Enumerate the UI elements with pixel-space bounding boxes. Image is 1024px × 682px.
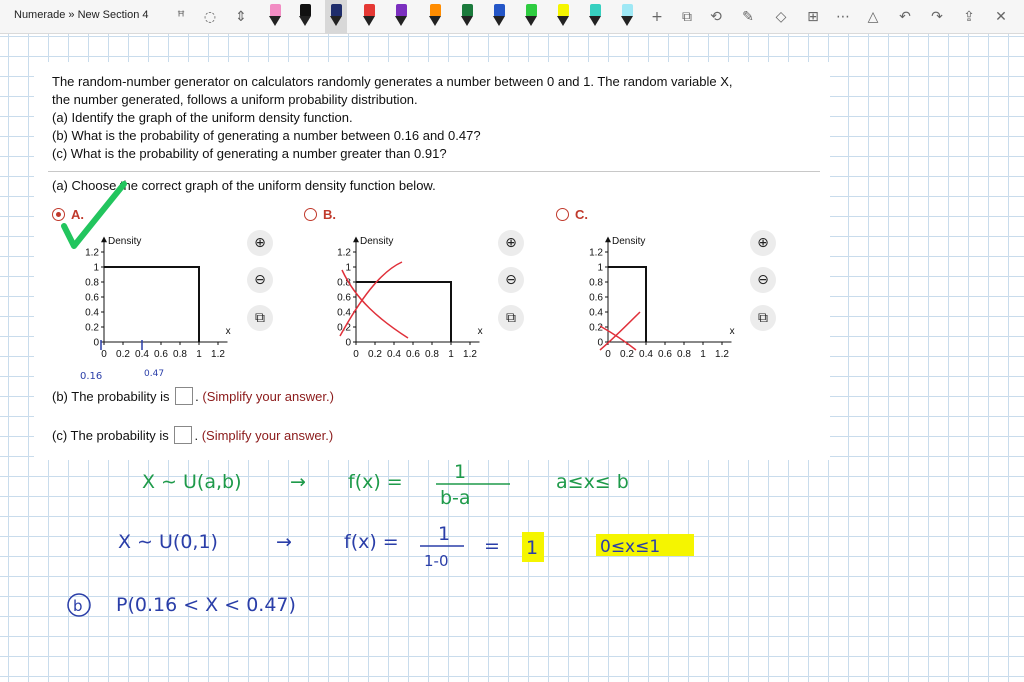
x-tick-label: 1 [700, 349, 706, 360]
undo-icon[interactable]: ↶ [899, 9, 911, 25]
x-tick-label: 0 [101, 349, 107, 360]
breadcrumb[interactable]: Numerade » New Section 4 [14, 9, 149, 21]
lasso-select-icon[interactable]: ◌ [203, 9, 217, 25]
cross-out-c [600, 312, 640, 350]
hw-line1-num: 1 [454, 461, 467, 483]
y-tick-label: 0.8 [85, 277, 99, 289]
zoom-out-icon[interactable]: ⊖ [247, 267, 273, 293]
math-icon[interactable]: ⊞ [807, 9, 819, 25]
hw-line1-den: b-a [440, 487, 471, 509]
redo-icon[interactable]: ↷ [931, 9, 943, 25]
add-pen-icon[interactable]: + [651, 9, 663, 25]
hw-tick-a: 0.16 [80, 371, 103, 382]
y-axis-label: Density [108, 235, 142, 247]
x-tick-label: 0.4 [639, 349, 653, 360]
y-tick-label: 1.2 [337, 247, 351, 259]
y-tick-label: 0.4 [337, 307, 351, 319]
x-tick-label: 0.8 [677, 349, 691, 360]
y-tick-label: 0.6 [589, 292, 603, 304]
zoom-out-icon[interactable]: ⊖ [750, 267, 776, 293]
y-tick-label: 0.6 [337, 292, 351, 304]
part-c-text: (c) The probability is [52, 428, 169, 443]
x-axis-label: x [477, 326, 483, 337]
problem-line: (a) Identify the graph of the uniform density function. [52, 110, 353, 125]
x-tick-label: 0.4 [387, 349, 401, 360]
y-tick-label: 0 [93, 337, 99, 349]
cross-out-b [340, 262, 408, 338]
x-tick-label: 1.2 [211, 349, 225, 360]
hw-arrow1: → [290, 471, 306, 493]
hw-line2-f: f(x) = [344, 531, 399, 553]
zoom-in-icon[interactable]: ⊕ [247, 230, 273, 256]
x-tick-label: 0.2 [116, 349, 130, 360]
add-space-icon[interactable]: ⇕ [235, 9, 247, 25]
bell-icon[interactable]: △ [867, 9, 879, 25]
checkmark-icon [64, 184, 124, 246]
y-tick-label: 0 [597, 337, 603, 349]
popout-icon[interactable]: ⧉ [498, 305, 524, 331]
x-tick-label: 0.6 [154, 349, 168, 360]
y-tick-label: 0.4 [589, 307, 603, 319]
y-tick-label: 0.6 [85, 292, 99, 304]
y-tick-label: 0.2 [337, 322, 351, 334]
hw-tick-b: 0.47 [144, 369, 165, 379]
problem-line: the number generated, follows a uniform probability distribution. [52, 92, 418, 107]
hw-line2-cond: 0≤x≤1 [600, 537, 661, 557]
part-b-period: . [195, 389, 199, 404]
y-tick-label: 0.2 [589, 322, 603, 334]
x-tick-label: 0.4 [135, 349, 149, 360]
y-tick-label: 0.4 [85, 307, 99, 319]
hw-line2-den: 1-0 [424, 552, 449, 570]
hw-line2-eq: = [484, 535, 500, 557]
option-label: C. [575, 207, 588, 222]
y-axis-label: Density [360, 235, 394, 247]
x-tick-label: 1.2 [463, 349, 477, 360]
option-label: B. [323, 207, 336, 222]
x-tick-label: 0.8 [173, 349, 187, 360]
y-tick-label: 1 [93, 262, 99, 274]
x-tick-label: 0 [353, 349, 359, 360]
hw-line1-cond: a≤x≤ b [556, 471, 629, 493]
part-b-hint: (Simplify your answer.) [202, 389, 334, 404]
x-axis-label: x [729, 326, 735, 337]
y-axis-label: Density [612, 235, 646, 247]
problem-line: The random-number generator on calculators randomly generates a number between 0 and 1. The random variable X, [52, 74, 733, 89]
x-tick-label: 0.6 [406, 349, 420, 360]
hw-line2-result: 1 [526, 537, 539, 559]
more-icon[interactable]: ⋯ [836, 9, 850, 25]
zoom-in-icon[interactable]: ⊕ [498, 230, 524, 256]
x-tick-label: 0.8 [425, 349, 439, 360]
hw-arrow2: → [276, 531, 292, 553]
hw-line2-num: 1 [438, 523, 451, 545]
y-tick-label: 0 [345, 337, 351, 349]
shape-icon[interactable]: ⧉ [682, 9, 692, 25]
x-axis-label: x [225, 326, 231, 337]
x-tick-label: 0.6 [658, 349, 672, 360]
x-tick-label: 0 [605, 349, 611, 360]
x-tick-label: 1.2 [715, 349, 729, 360]
collapse-icon[interactable]: ✕ [995, 9, 1007, 25]
y-tick-label: 1 [345, 262, 351, 274]
part-c-period: . [194, 428, 199, 443]
problem-line: (c) What is the probability of generating a number greater than 0.91? [52, 146, 447, 161]
popout-icon[interactable]: ⧉ [750, 305, 776, 331]
x-tick-label: 0.2 [368, 349, 382, 360]
y-tick-label: 1.2 [85, 247, 99, 259]
ink-to-shape-icon[interactable]: ⟲ [710, 9, 722, 25]
option-label: A. [71, 207, 84, 222]
ink-to-text-icon[interactable]: ✎ [742, 9, 754, 25]
y-tick-label: 0.8 [337, 277, 351, 289]
tick-marks [101, 340, 142, 350]
y-tick-label: 0.8 [589, 277, 603, 289]
zoom-in-icon[interactable]: ⊕ [750, 230, 776, 256]
problem-line: (b) What is the probability of generating a number between 0.16 and 0.47? [52, 128, 481, 143]
popout-icon[interactable]: ⧉ [247, 305, 273, 331]
hw-line3-label: b [73, 597, 83, 615]
x-tick-label: 1 [448, 349, 454, 360]
part-a-prompt: (a) Choose the correct graph of the uniform density function below. [52, 178, 436, 193]
hw-line1-left: X ∼ U(a,b) [142, 471, 242, 493]
x-tick-label: 1 [196, 349, 202, 360]
share-icon[interactable]: ⇪ [963, 9, 975, 25]
hw-line2-left: X ∼ U(0,1) [118, 531, 218, 553]
part-c-hint: (Simplify your answer.) [201, 428, 334, 443]
lasso-text-icon[interactable]: ꟸ [176, 9, 186, 25]
hw-line1-f: f(x) = [348, 471, 403, 493]
part-b-text: (b) The probability is [52, 389, 170, 404]
x-tick-label: 0.2 [620, 349, 634, 360]
y-tick-label: 0.2 [85, 322, 99, 334]
y-tick-label: 1 [597, 262, 603, 274]
hw-line3-expr: P(0.16 < X < 0.47) [116, 594, 296, 616]
ruler-icon[interactable]: ◇ [775, 9, 787, 25]
zoom-out-icon[interactable]: ⊖ [498, 267, 524, 293]
y-tick-label: 1.2 [589, 247, 603, 259]
